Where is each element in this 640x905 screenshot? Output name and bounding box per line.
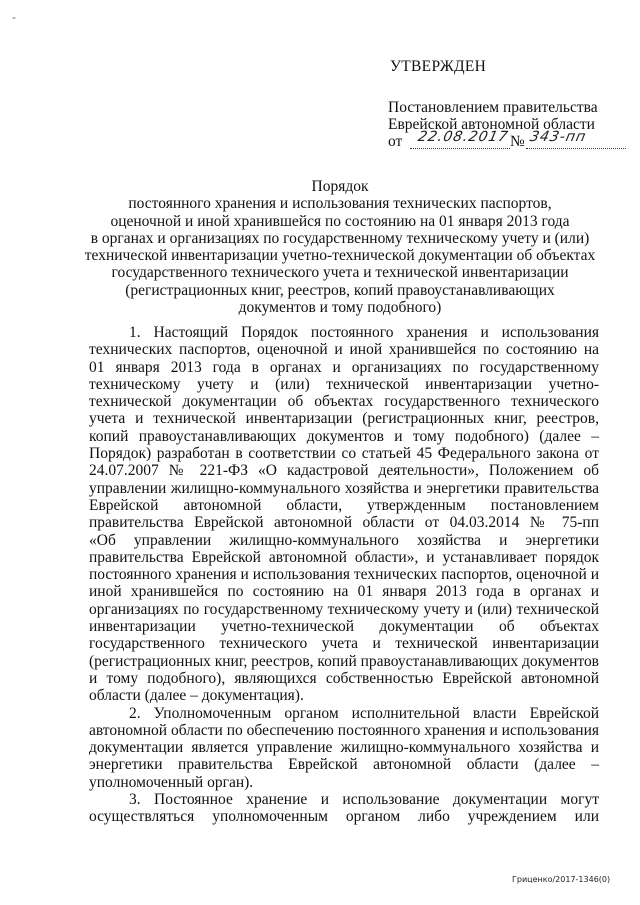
body-line: управлении жилищно-коммунального хозяйства и энергетики правительства — [89, 479, 599, 497]
title-line: Порядок — [311, 178, 369, 195]
title-line: (регистрационных книг, реестров, копий правоустанавливающих — [125, 281, 555, 299]
body-line: и тому подобного), являющихся собственностью Еврейской автономной — [89, 669, 599, 687]
body-line: 2. Уполномоченным органом исполнительной власти Еврейской — [129, 704, 599, 722]
approval-block — [388, 58, 628, 153]
body-line: энергетики правительства Еврейской автономной области (далее – — [89, 756, 599, 774]
body-line: копий правоустанавливающих документов и тому подобного) (далее – — [89, 427, 599, 445]
approval-title: УТВЕРЖДЕН — [390, 58, 487, 75]
body-line: технической документации об объектах государственного технического — [89, 393, 599, 411]
date-underline — [410, 148, 510, 149]
number-underline — [526, 148, 626, 149]
body-line: технических паспортов, оценочной и иной хранившейся по состоянию на — [89, 341, 599, 359]
body-line: 1. Настоящий Порядок постоянного хранения и использования — [129, 324, 599, 341]
handwritten-number: 343-пп — [528, 129, 588, 145]
body-line: постоянного хранения и использования технических паспортов, оценочной и — [89, 566, 599, 584]
approval-date-number-row — [388, 129, 628, 153]
approval-line-1: Постановлением правительства — [388, 99, 598, 116]
body-line: правительства Еврейской автономной области от 04.03.2014 № 75-пп — [89, 514, 599, 532]
title-line: в органах и организациях по государственному техническому учету и (или) — [90, 229, 590, 247]
document-title — [80, 178, 600, 316]
body-line: учета и технической инвентаризации (регистрационных книг, реестров, — [89, 410, 599, 428]
body-line: государственного технического учета и технической инвентаризации — [89, 635, 599, 653]
number-label: № — [510, 133, 525, 150]
body-line: 24.07.2007 № 221-ФЗ «О кадастровой деятельности», Положением об — [89, 462, 599, 480]
title-line: оценочной и иной хранившейся по состоянию на 01 января 2013 года — [110, 212, 570, 230]
body-line: уполномоченный орган). — [89, 773, 254, 791]
title-line: документов и тому подобного) — [238, 299, 442, 317]
body-line: автономной области по обеспечению постоянного хранения и использования — [89, 721, 599, 739]
body-line: документации является управление жилищно-коммунального хозяйства и — [89, 739, 599, 757]
body-line: (регистрационных книг, реестров, копий правоустанавливающих документов — [89, 652, 600, 670]
corner-mark: - — [12, 10, 16, 24]
title-line: постоянного хранения и использования технических паспортов, — [128, 195, 552, 213]
approval-line-2: Еврейской автономной области — [388, 116, 595, 133]
document-body — [89, 324, 599, 826]
body-line: иной хранившейся по состоянию на 01 января 2013 года в органах и — [89, 583, 599, 601]
footer-stamp: Гриценко/2017-1346(0) — [512, 875, 611, 884]
from-label: от — [388, 133, 403, 150]
body-line: «Об управлении жилищно-коммунального хозяйства и энергетики — [89, 531, 599, 549]
body-line: Порядок) разработан в соответствии со статьей 45 Федерального закона от — [89, 445, 599, 463]
body-line: техническому учету и (или) технической инвентаризации учетно- — [89, 375, 599, 393]
body-line: правительства Еврейской автономной области», и устанавливает порядок — [89, 548, 599, 566]
handwritten-date: 22.08.2017 — [416, 129, 510, 145]
body-line: 3. Постоянное хранение и использование документации могут — [129, 791, 599, 809]
body-line: инвентаризации учетно-технической документации об объектах — [89, 618, 599, 636]
body-line: организациях по государственному техническому учету и (или) технической — [89, 600, 599, 618]
body-line: осуществляться уполномоченным органом либо учреждением или — [89, 808, 599, 826]
body-line: 01 января 2013 года в органах и организациях по государственному — [89, 358, 599, 376]
title-line: технической инвентаризации учетно-технической документации об объектах — [84, 247, 596, 265]
body-line: области (далее – документация). — [89, 687, 304, 705]
body-line: Еврейской автономной области, утвержденным постановлением — [89, 496, 599, 514]
title-line: государственного технического учета и технической инвентаризации — [111, 264, 569, 282]
